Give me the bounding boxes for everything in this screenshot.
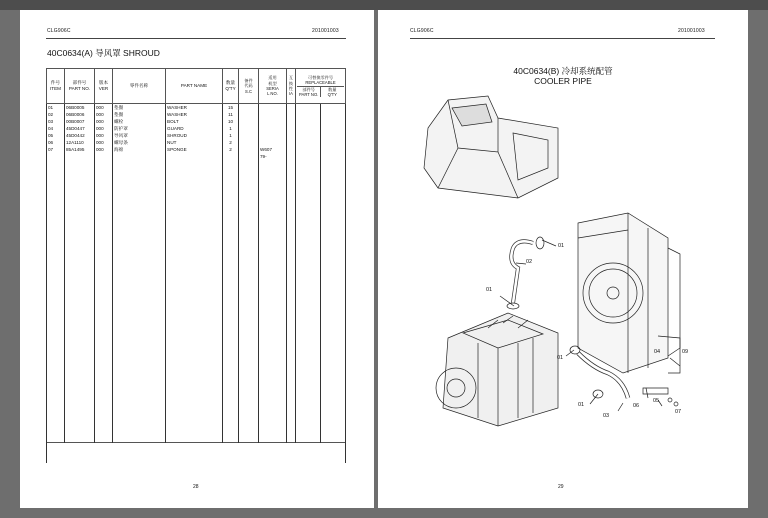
cell-ver: 000: [95, 118, 113, 125]
callout-01: 01: [578, 402, 585, 408]
cell-item: 03: [47, 118, 65, 125]
cell-qty: 2: [223, 146, 239, 160]
cell-qty: 15: [223, 104, 239, 112]
cell-cn-name: 海绵: [113, 146, 166, 160]
table-row: [47, 111, 346, 118]
table-row: [47, 139, 346, 146]
col-replaceable: 可替换零件号 REPLACEABLE 部件号 PART NO.数量 Q'TY: [296, 69, 346, 104]
col-part-name: PART NAME: [166, 69, 223, 104]
cell-serial: [259, 104, 287, 147]
cell-cn-name: 防护罩: [113, 125, 166, 132]
table-row: [47, 104, 346, 112]
page-title: 40C0634(A) 导风罩 SHROUD: [47, 48, 160, 58]
cell-qty: 2: [223, 139, 239, 146]
cell-qty: 1: [223, 125, 239, 132]
cell-item: 07: [47, 146, 65, 160]
cell-ver: 000: [95, 146, 113, 160]
cell-cn-name: 导风罩: [113, 132, 166, 139]
cell-part-no: 06B0005: [65, 104, 95, 112]
viewer-toolbar: [0, 0, 768, 10]
cell-qty: 1: [223, 132, 239, 139]
callout-04: 04: [654, 349, 661, 355]
cell-cn-name: 螺母条: [113, 139, 166, 146]
cell-part-no: 00B0007: [65, 118, 95, 125]
col-part-no: 部件号 PART NO.: [65, 69, 95, 104]
col-sc: 备件 代码 S.C: [239, 69, 259, 104]
callout-01: 01: [557, 355, 564, 361]
cell-part-name: SHROUD: [166, 132, 223, 139]
col-ver: 版本 VER: [95, 69, 113, 104]
cooler-pipe-exploded-diagram: [418, 88, 718, 428]
excavator-thumbnail: [424, 96, 558, 198]
cell-qty: 10: [223, 118, 239, 125]
doc-date: 201001003: [678, 28, 705, 34]
cell-repl-qty: [321, 104, 346, 112]
engine-block: [436, 313, 558, 426]
table-row: [47, 125, 346, 132]
cell-part-no: 06B0006: [65, 111, 95, 118]
page-number: 28: [193, 484, 199, 490]
header-rule: [46, 38, 346, 39]
cell-item: 06: [47, 139, 65, 146]
cell-ia: [287, 104, 296, 112]
cell-item: 02: [47, 111, 65, 118]
cell-sc: [239, 104, 259, 112]
cell-ver: 000: [95, 125, 113, 132]
table-row: [47, 118, 346, 125]
cell-part-no: 45D0442: [65, 132, 95, 139]
cell-part-no: 45D0447: [65, 125, 95, 132]
cell-part-name: BOLT: [166, 118, 223, 125]
cell-serial-note: W607 79-: [259, 146, 287, 160]
cell-qty: 11: [223, 111, 239, 118]
cell-part-name: GUARD: [166, 125, 223, 132]
cell-ver: 000: [95, 104, 113, 112]
col-cn-name: 零件名称: [113, 69, 166, 104]
col-serial: 适用 机型 SERIA L NO.: [259, 69, 287, 104]
col-ia: 互 换 性 IA: [287, 69, 296, 104]
callout-01: 01: [558, 243, 565, 249]
cell-part-no: 12A1110: [65, 139, 95, 146]
radiator-assembly: [578, 213, 680, 373]
callout-05: 05: [653, 398, 660, 404]
callout-07: 07: [675, 409, 682, 415]
diagram-title-en: COOLER PIPE: [534, 76, 592, 86]
cell-ver: 000: [95, 139, 113, 146]
doc-code: CLG906C: [47, 28, 71, 34]
callout-06: 06: [633, 403, 640, 409]
cell-part-name: NUT: [166, 139, 223, 146]
cell-part-name: WASHER: [166, 104, 223, 112]
cell-cn-name: 垫圈: [113, 111, 166, 118]
callout-02: 02: [526, 259, 533, 265]
cell-part-no: 85A1495: [65, 146, 95, 160]
diagram-title-cn: 40C0634(B) 冷却系统配管: [513, 66, 613, 76]
table-footer-box: [47, 443, 346, 464]
cell-part-name: WASHER: [166, 111, 223, 118]
page-left: [20, 10, 374, 508]
cell-ver: 000: [95, 132, 113, 139]
col-item: 件号 ITEM: [47, 69, 65, 104]
cell-cn-name: 垫圈: [113, 104, 166, 112]
table-row: [47, 132, 346, 139]
cell-item: 05: [47, 132, 65, 139]
table-header: [47, 69, 346, 104]
doc-code: CLG906C: [410, 28, 434, 34]
table-row: [47, 146, 346, 160]
cell-cn-name: 螺栓: [113, 118, 166, 125]
cell-repl-no: [296, 104, 321, 112]
callout-03: 03: [603, 413, 610, 419]
page-number: 29: [558, 484, 564, 490]
col-qty: 数量 Q'TY: [223, 69, 239, 104]
callout-01: 01: [486, 287, 493, 293]
cell-ver: 000: [95, 111, 113, 118]
page-right: [378, 10, 748, 508]
cell-item: 01: [47, 104, 65, 112]
doc-date: 201001003: [312, 28, 339, 34]
callout-09: 09: [682, 349, 689, 355]
parts-table: [46, 68, 346, 463]
header-rule: [410, 38, 715, 39]
cell-item: 04: [47, 125, 65, 132]
cell-part-name: SPONGE: [166, 146, 223, 160]
